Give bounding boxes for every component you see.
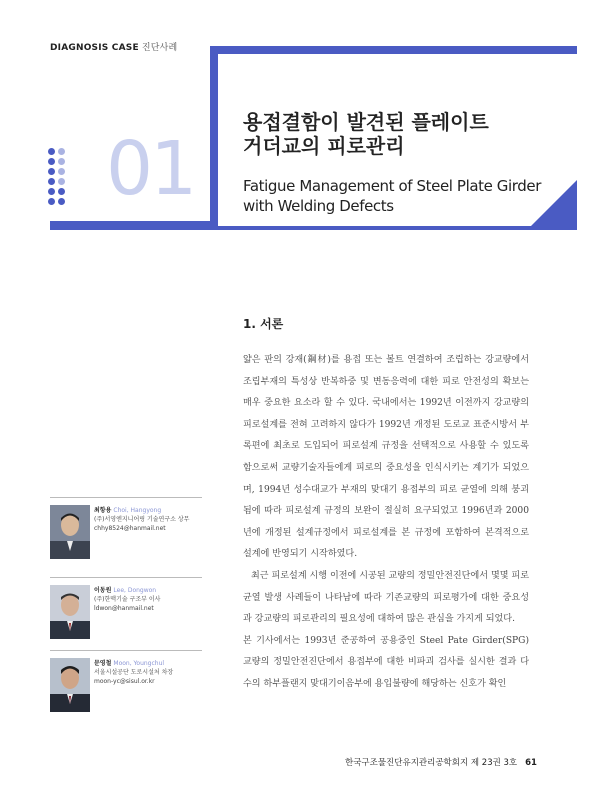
divider <box>50 650 202 651</box>
author-email[interactable]: moon-yc@sisul.or.kr <box>94 678 155 685</box>
author-info <box>94 659 204 686</box>
author-name: 최항용 <box>94 507 112 514</box>
article-number: 01 <box>106 126 195 212</box>
title-en-line-1: Fatigue Management of Steel Plate Girder <box>243 177 542 195</box>
author-name-en: Moon, Youngchul <box>113 660 165 667</box>
section-heading: 1. 서론 <box>243 317 284 331</box>
divider <box>50 577 202 578</box>
page-footer <box>345 756 537 768</box>
journal-name: 한국구조물진단유지관리공학회지 제 23권 3호 <box>345 758 518 768</box>
divider <box>50 497 202 498</box>
paragraph: 본 기사에서는 1993년 준공하여 공용중인 Steel Pate Girder(SPG) 교량의 정밀안전진단에서 용접부에 대한 비파괴 검사를 실시한 결과 다수의 하부플랜지 맞대기이음부에 용입불량에 해당하는 신호가 확인 <box>243 635 529 689</box>
body-text <box>243 350 529 696</box>
paragraph: 얇은 판의 강재(鋼材)를 용접 또는 볼트 연결하여 조립하는 강교량에서 조립부재의 특성상 반복하중 및 변동응력에 대한 피로 안전성의 확보는 매우 중요한 요소라 할 수 있다. 국내에서는 1992년 이전까지 강교량의 피로설계를 전혀 고려하지 않다가 1992년 개정된 도로교 표준시방서 부록편에 최초로 도입되어 피로설계 규정을 선택적으로 사용할 수 있도록 함으로써 교량기술자들에게 피로의 중요성을 인식시키는 계기가 되었으며, 1994년 성수대교가 부재의 맞대기 용접부의 피로 균열에 의해 붕괴됨에 따라 피로설계 규정의 보완이 절실히 요구되었고 1996년과 2000년에 개정된 설계규정에서 피로설계를 본 규정에 포함하여 본격적으로 설계에 반영되기 시작하였다. <box>243 355 529 560</box>
author-affiliation: (주)서영엔지니어링 기술연구소 상무 <box>94 516 190 523</box>
author-info <box>94 586 204 613</box>
author-email[interactable]: chhy8524@hanmail.net <box>94 525 166 532</box>
author-affiliation: 서울시설공단 도로시설처 차장 <box>94 669 174 676</box>
section-label <box>50 40 177 53</box>
author-info <box>94 506 204 533</box>
section-label-ko: 진단사례 <box>141 43 178 53</box>
author-name-en: Choi, Hangyong <box>113 507 162 514</box>
author-name-en: Lee, Dongwon <box>113 587 157 594</box>
section-label-en: DIAGNOSIS CASE <box>50 43 139 53</box>
article-title-korean <box>243 110 489 158</box>
title-ko-line-2: 거더교의 피로관리 <box>243 134 405 158</box>
title-en-line-2: with Welding Defects <box>243 197 394 215</box>
author-photo <box>50 505 90 559</box>
author-name: 문영철 <box>94 660 112 667</box>
title-ko-line-1: 용접결함이 발견된 플레이트 <box>243 110 489 134</box>
header-accent-bar <box>50 221 215 230</box>
page-number: 61 <box>525 758 537 768</box>
paragraph: 최근 피로설계 시행 이전에 시공된 교량의 정밀안전진단에서 몇몇 피로균열 발생 사례들이 나타남에 따라 기존교량의 피로평가에 대한 중요성과 강교량의 피로관리의 필요성에 대하여 많은 관심을 가지게 되었다. <box>243 570 529 625</box>
author-photo <box>50 658 90 712</box>
author-affiliation: (주)한맥기술 구조부 이사 <box>94 596 161 603</box>
author-email[interactable]: ldwon@hanmail.net <box>94 605 154 612</box>
author-name: 이동원 <box>94 587 112 594</box>
author-photo <box>50 585 90 639</box>
article-title-english <box>243 176 541 216</box>
